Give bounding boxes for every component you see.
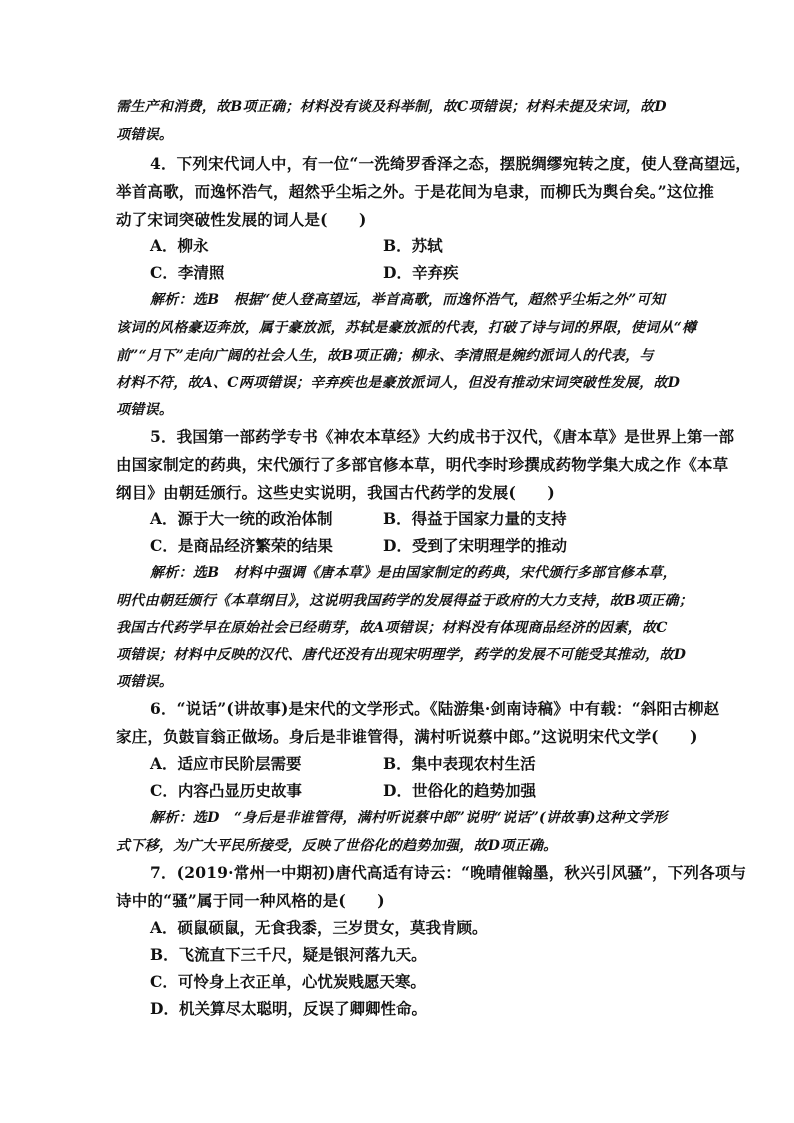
q4-analysis-line-4: 材料不符，故A、C两项错误；辛弃疾也是豪放派词人，但没有推动宋词突破性发展，故D [116,375,681,391]
q4-analysis-line-1: 解析：选B 根据“使人登高望远，举首高歌，而逸怀浩气，超然乎尘垢之外”可知 [150,292,666,308]
q5-option-d: D．受到了宋明理学的推动 [383,536,567,555]
q4-analysis-line-2: 该词的风格豪迈奔放，属于豪放派，苏轼是豪放派的代表，打破了诗与词的界限，使词从“樽 [116,320,697,336]
q7-option-d: D．机关算尽太聪明，反误了卿卿性命。 [150,999,427,1018]
q4-stem-line-3: 动了宋词突破性发展的词人是( ) [116,210,367,229]
q4-option-c: C．李清照 [150,263,225,282]
q4-option-d: D．辛弃疾 [383,263,459,282]
q4-stem-line-2: 举首高歌，而逸怀浩气，超然乎尘垢之外。于是花间为皂隶，而柳氏为舆台矣。”这位推 [116,182,714,201]
q6-analysis-line-2: 式下移，为广大平民所接受，反映了世俗化的趋势加强，故D项正确。 [116,838,558,854]
q3-analysis-line-1: 需生产和消费，故B项正确；材料没有谈及科举制，故C项错误；材料未提及宋词，故D [116,99,667,115]
q6-option-c: C．内容凸显历史故事 [150,781,302,800]
q4-analysis-line-5: 项错误。 [116,402,174,418]
q6-analysis-line-1: 解析：选D “身后是非谁管得，满村听说蔡中郎”说明“说话”(讲故事)这种文学形 [150,810,668,826]
q4-analysis-line-3: 前”“月下”走向广阔的社会人生，故B项正确；柳永、李清照是婉约派词人的代表，与 [116,348,654,364]
q7-option-a: A．硕鼠硕鼠，无食我黍，三岁贯女，莫我肯顾。 [150,918,488,937]
q7-stem-line-1: 7．(2019·常州一中期初)唐代高适有诗云：“晚晴催翰墨，秋兴引风骚”，下列各项与 [150,863,747,882]
q5-analysis-line-3: 我国古代药学早在原始社会已经萌芽，故A项错误；材料没有体现商品经济的因素，故C [116,620,668,636]
q4-stem-line-1: 4．下列宋代词人中，有一位“一洗绮罗香泽之态，摆脱绸缪宛转之度，使人登高望远， [150,154,752,173]
q5-stem-line-2: 由国家制定的药典，宋代颁行了多部官修本草，明代李时珍撰成药物学集大成之作《本草 [116,455,729,474]
q3-analysis-line-2: 项错误。 [116,127,174,143]
q6-stem-line-2: 家庄，负鼓盲翁正做场。身后是非谁管得，满村听说蔡中郎。”这说明宋代文学( ) [116,727,698,746]
q5-analysis-line-4: 项错误；材料中反映的汉代、唐代还没有出现宋明理学，药学的发展不可能受其推动，故D [116,647,687,663]
q7-option-b: B．飞流直下三千尺，疑是银河落九天。 [150,945,427,964]
q5-stem-line-3: 纲目》由朝廷颁行。这些史实说明，我国古代药学的发展( ) [116,483,555,502]
q6-option-b: B．集中表现农村生活 [383,754,536,773]
q4-option-a: A．柳永 [150,236,209,255]
q6-option-d: D．世俗化的趋势加强 [383,781,536,800]
q5-analysis-line-2: 明代由朝廷颁行《本草纲目》，这说明我国药学的发展得益于政府的大力支持，故B项正确； [116,593,694,609]
q5-stem-line-1: 5．我国第一部药学专书《神农本草经》大约成书于汉代，《唐本草》是世界上第一部 [150,427,735,446]
q6-stem-line-1: 6．“说话”(讲故事)是宋代的文学形式。《陆游集·剑南诗稿》中有载：“斜阳古柳赵 [150,699,720,718]
q5-analysis-line-1: 解析：选B 材料中强调《唐本草》是由国家制定的药典，宋代颁行多部官修本草， [150,565,677,581]
q7-option-c: C．可怜身上衣正单，心忧炭贱愿天寒。 [150,972,426,991]
q5-option-c: C．是商品经济繁荣的结果 [150,536,333,555]
q7-stem-line-2: 诗中的“骚”属于同一种风格的是( ) [116,891,385,910]
q6-option-a: A．适应市民阶层需要 [150,754,302,773]
q5-option-a: A．源于大一统的政治体制 [150,509,333,528]
q5-option-b: B．得益于国家力量的支持 [383,509,567,528]
q4-option-b: B．苏轼 [383,236,443,255]
q5-analysis-line-5: 项错误。 [116,674,174,690]
